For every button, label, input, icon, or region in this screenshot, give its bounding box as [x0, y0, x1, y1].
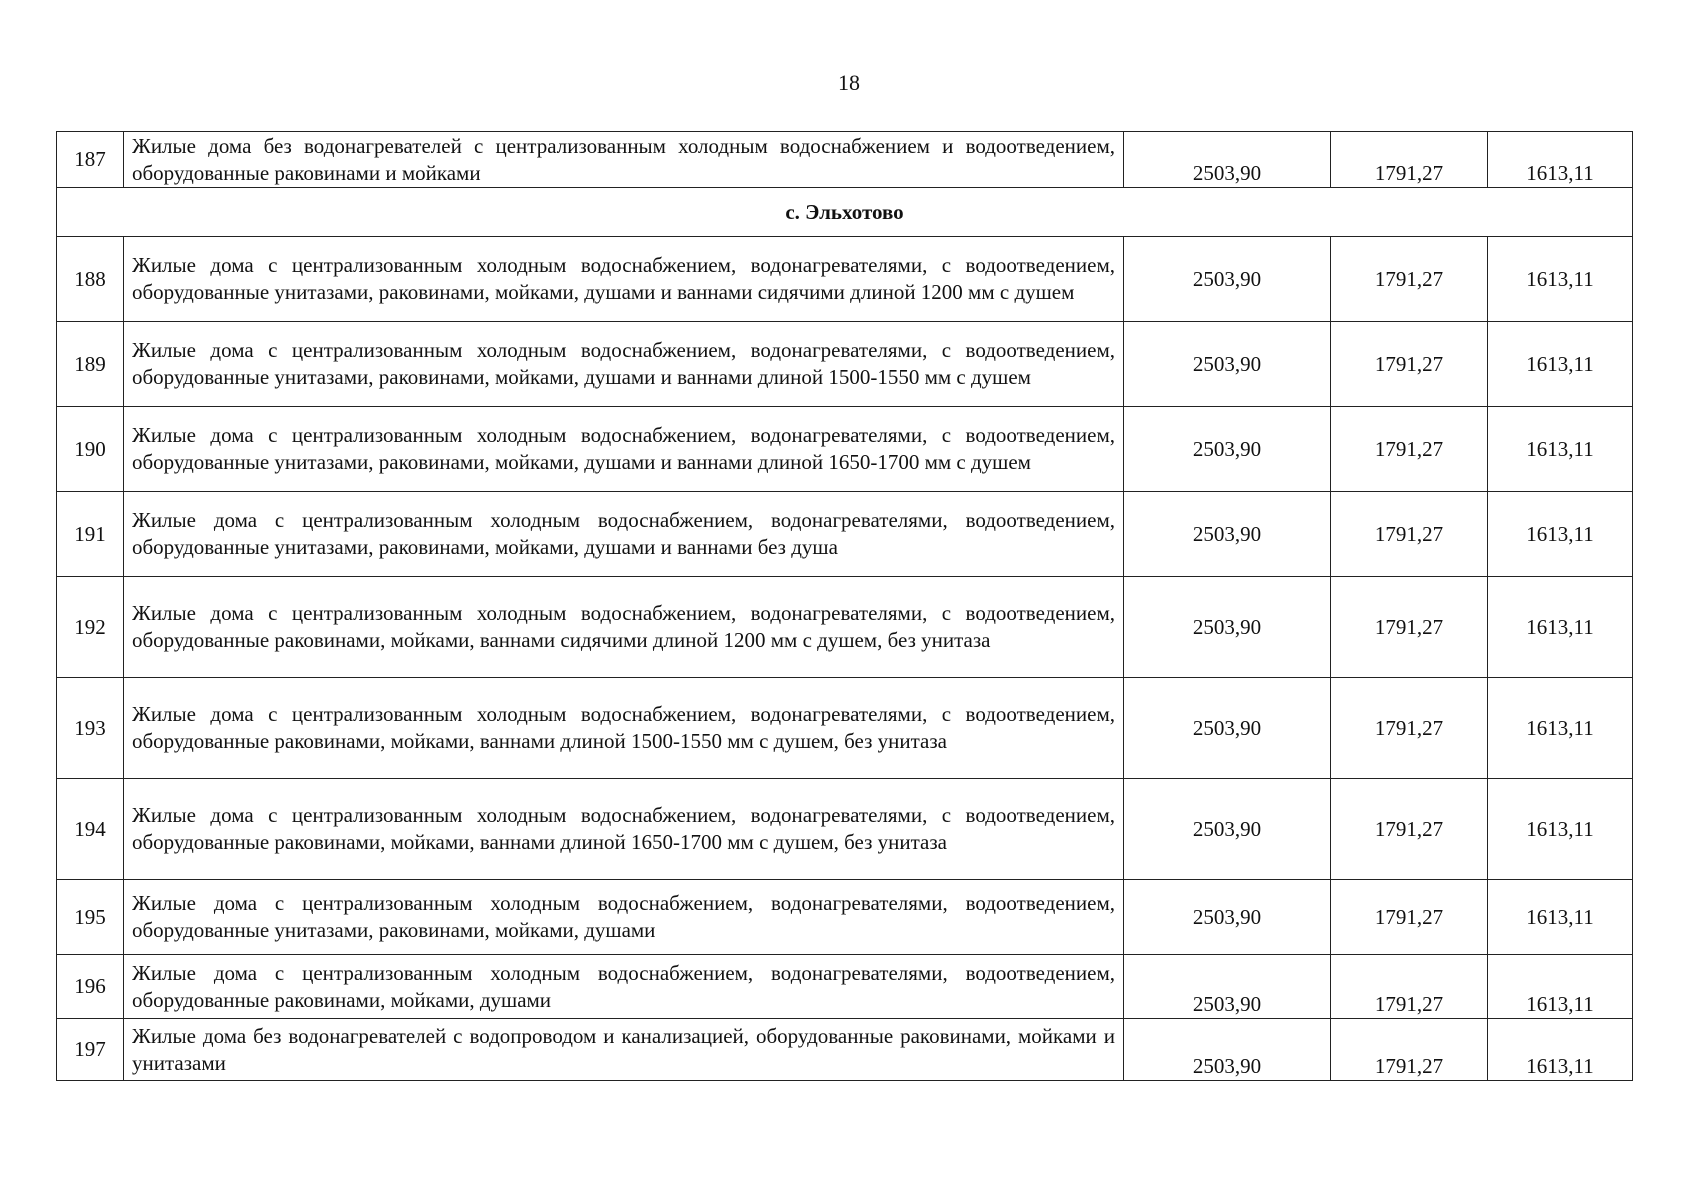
- row-description: Жилые дома с централизованным холодным водоснабжением, водонагревателями, водоотведением, оборудованные раковинами, мойками, душами: [124, 955, 1124, 1019]
- tariff-value-2: 1791,27: [1331, 577, 1488, 678]
- section-title: с. Эльхотово: [57, 188, 1633, 237]
- tariff-value-2: 1791,27: [1331, 1019, 1488, 1081]
- table-row: [57, 678, 1633, 779]
- row-number: 195: [57, 880, 124, 955]
- tariff-value-3: 1613,11: [1488, 955, 1633, 1019]
- section-header-row: [57, 188, 1633, 237]
- page-number: 18: [838, 70, 860, 95]
- row-description: Жилые дома с централизованным холодным водоснабжением, водонагревателями, с водоотведением, оборудованные унитазами, раковинами, мойками, душами и ваннами длиной 1650-1700 мм с душем: [124, 407, 1124, 492]
- tariff-value-1: 2503,90: [1124, 678, 1331, 779]
- row-description: Жилые дома с централизованным холодным водоснабжением, водонагревателями, с водоотведением, оборудованные унитазами, раковинами, мойками, душами и ваннами длиной 1500-1550 мм с душем: [124, 322, 1124, 407]
- tariff-value-2: 1791,27: [1331, 407, 1488, 492]
- tariff-value-2: 1791,27: [1331, 779, 1488, 880]
- row-number: 194: [57, 779, 124, 880]
- table-row: [57, 132, 1633, 188]
- tariff-value-3: 1613,11: [1488, 678, 1633, 779]
- tariff-value-2: 1791,27: [1331, 955, 1488, 1019]
- row-description: Жилые дома с централизованным холодным водоснабжением, водонагревателями, с водоотведением, оборудованные унитазами, раковинами, мойками, душами и ваннами сидячими длиной 1200 мм с душем: [124, 237, 1124, 322]
- tariff-value-3: 1613,11: [1488, 132, 1633, 188]
- tariff-value-3: 1613,11: [1488, 237, 1633, 322]
- tariff-value-2: 1791,27: [1331, 492, 1488, 577]
- tariff-table: [56, 131, 1633, 1081]
- row-number: 187: [57, 132, 124, 188]
- row-number: 192: [57, 577, 124, 678]
- table-row: [57, 779, 1633, 880]
- tariff-value-2: 1791,27: [1331, 880, 1488, 955]
- row-description: Жилые дома без водонагревателей с централизованным холодным водоснабжением и водоотведением, оборудованные раковинами и мойками: [124, 132, 1124, 188]
- tariff-value-1: 2503,90: [1124, 492, 1331, 577]
- row-description: Жилые дома с централизованным холодным водоснабжением, водонагревателями, с водоотведением, оборудованные раковинами, мойками, ваннами длиной 1650-1700 мм с душем, без унитаза: [124, 779, 1124, 880]
- row-description: Жилые дома с централизованным холодным водоснабжением, водонагревателями, водоотведением, оборудованные унитазами, раковинами, мойками, душами и ваннами без душа: [124, 492, 1124, 577]
- tariff-value-1: 2503,90: [1124, 322, 1331, 407]
- tariff-value-2: 1791,27: [1331, 678, 1488, 779]
- row-number: 197: [57, 1019, 124, 1081]
- tariff-value-1: 2503,90: [1124, 880, 1331, 955]
- tariff-value-3: 1613,11: [1488, 407, 1633, 492]
- table-row: [57, 955, 1633, 1019]
- row-number: 189: [57, 322, 124, 407]
- tariff-value-1: 2503,90: [1124, 577, 1331, 678]
- row-description: Жилые дома с централизованным холодным водоснабжением, водонагревателями, водоотведением, оборудованные унитазами, раковинами, мойками, душами: [124, 880, 1124, 955]
- tariff-value-1: 2503,90: [1124, 132, 1331, 188]
- tariff-value-1: 2503,90: [1124, 237, 1331, 322]
- tariff-value-1: 2503,90: [1124, 407, 1331, 492]
- table-row: [57, 322, 1633, 407]
- row-description: Жилые дома с централизованным холодным водоснабжением, водонагревателями, с водоотведением, оборудованные раковинами, мойками, ваннами длиной 1500-1550 мм с душем, без унитаза: [124, 678, 1124, 779]
- tariff-value-1: 2503,90: [1124, 955, 1331, 1019]
- table-row: [57, 492, 1633, 577]
- row-number: 191: [57, 492, 124, 577]
- tariff-value-3: 1613,11: [1488, 492, 1633, 577]
- table-row: [57, 880, 1633, 955]
- tariff-value-3: 1613,11: [1488, 322, 1633, 407]
- tariff-value-2: 1791,27: [1331, 322, 1488, 407]
- table-row: [57, 1019, 1633, 1081]
- row-number: 190: [57, 407, 124, 492]
- row-number: 196: [57, 955, 124, 1019]
- tariff-value-2: 1791,27: [1331, 237, 1488, 322]
- tariff-value-1: 2503,90: [1124, 779, 1331, 880]
- row-number: 193: [57, 678, 124, 779]
- row-description: Жилые дома с централизованным холодным водоснабжением, водонагревателями, с водоотведением, оборудованные раковинами, мойками, ваннами сидячими длиной 1200 мм с душем, без унитаза: [124, 577, 1124, 678]
- tariff-value-3: 1613,11: [1488, 577, 1633, 678]
- tariff-table-body: [57, 132, 1633, 1081]
- tariff-value-3: 1613,11: [1488, 1019, 1633, 1081]
- table-row: [57, 407, 1633, 492]
- tariff-value-3: 1613,11: [1488, 880, 1633, 955]
- tariff-value-1: 2503,90: [1124, 1019, 1331, 1081]
- table-row: [57, 237, 1633, 322]
- tariff-value-3: 1613,11: [1488, 779, 1633, 880]
- row-description: Жилые дома без водонагревателей с водопроводом и канализацией, оборудованные раковинами, мойками и унитазами: [124, 1019, 1124, 1081]
- row-number: 188: [57, 237, 124, 322]
- table-row: [57, 577, 1633, 678]
- tariff-value-2: 1791,27: [1331, 132, 1488, 188]
